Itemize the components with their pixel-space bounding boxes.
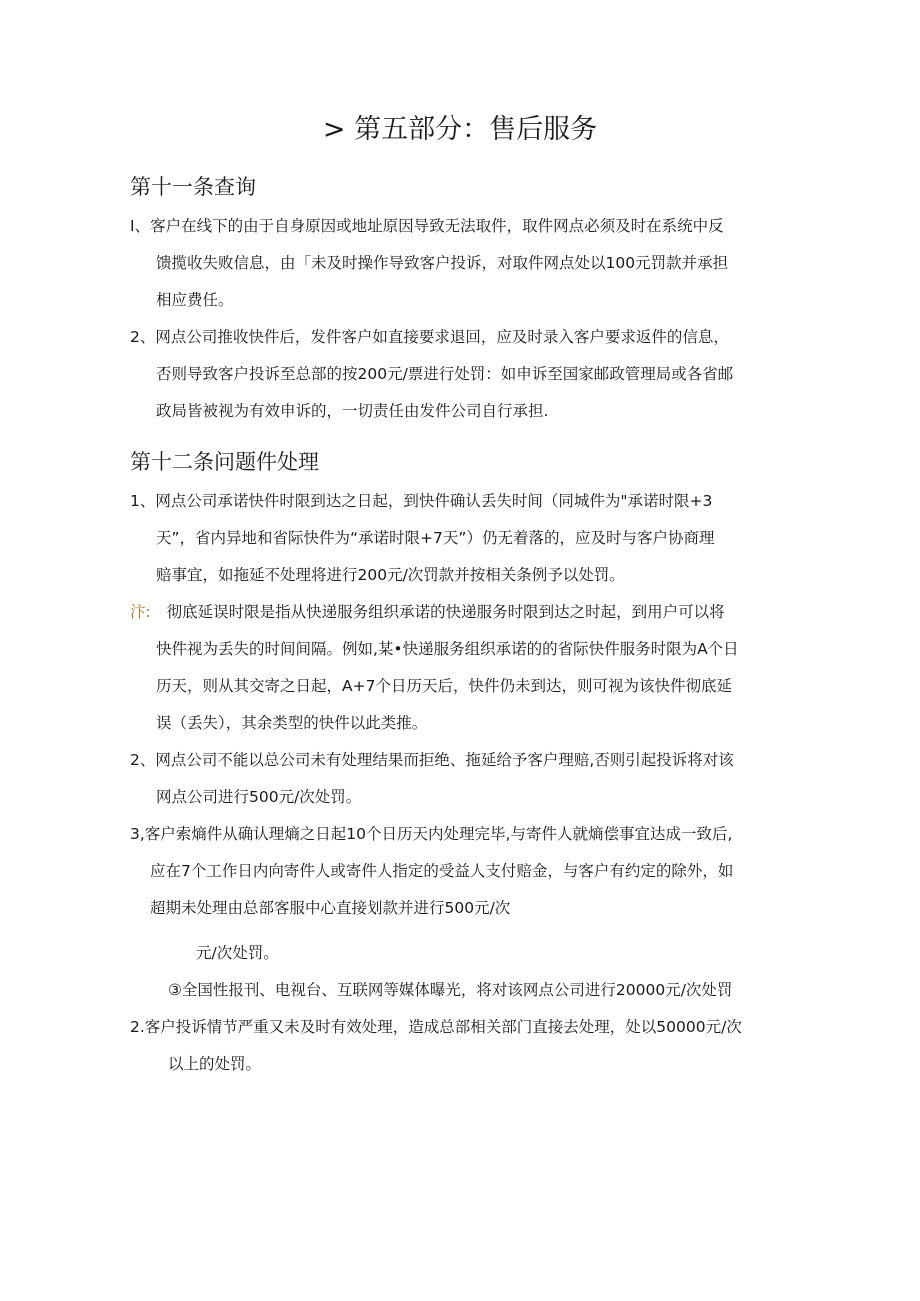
s12-note-text1: 彻底延误时限是指从快递服务组织承诺的快递服务时限到达之时起，到用户可以将 bbox=[166, 603, 725, 621]
s11-item2-line2: 否则导致客户投诉至总部的按200元/票进行处罚：如申诉至国家邮政管理局或各省邮 bbox=[156, 365, 734, 383]
s12-item3-line3: 超期未处理由总部客服中心直接划款并进行500元/次 bbox=[150, 899, 511, 917]
s12-note-line4: 误（丢失），其余类型的快件以此类推。 bbox=[156, 714, 428, 732]
s11-item1-line1: I、客户在线下的由于自身原因或地址原因导致无法取件，取件网点必须及时在系统中反 bbox=[130, 217, 724, 235]
s12-item4-line1: ③全国性报刊、电视台、互联网等媒体曝光，将对该网点公司进行20000元/次处罚 bbox=[168, 981, 733, 999]
s12-item3-line2: 应在7个工作日内向寄件人或寄件人指定的受益人支付赔金，与客户有约定的除外，如 bbox=[150, 862, 734, 880]
s11-item1-line3: 相应费任。 bbox=[156, 291, 234, 309]
s12-item3-line4: 元/次处罚。 bbox=[196, 944, 279, 962]
s12-item5-line1: 2.客户投诉情节严重又未及时有效处理，造成总部相关部门直接去处理，处以50000元/次 bbox=[130, 1018, 742, 1036]
section-heading-12: 第十二条问题件处理 bbox=[130, 450, 319, 474]
s12-item1-line3: 赔事宜，如拖延不处理将进行200元/次罚款并按相关条例予以处罚。 bbox=[156, 566, 625, 584]
s11-item1-line2: 馈揽收失败信息，由「未及时操作导致客户投诉，对取件网点处以100元罚款并承担 bbox=[156, 254, 729, 272]
s11-item2-line3: 政局皆被视为有效申诉的，一切责任由发件公司自行承担. bbox=[156, 402, 549, 420]
s12-item2-line2: 网点公司进行500元/次处罚。 bbox=[156, 788, 362, 806]
s12-item2-line1: 2、网点公司不能以总公司未有处理结果而拒绝、拖延给予客户理赔,否则引起投诉将对该 bbox=[130, 751, 734, 769]
s12-item1-line2: 天”，省内异地和省际快件为“承诺时限+7天”）仍无着落的，应及时与客户协商理 bbox=[156, 529, 715, 547]
s12-item5-line2: 以上的处罚。 bbox=[168, 1055, 262, 1073]
s11-item2-line1: 2、网点公司推收快件后，发件客户如直接要求退回，应及时录入客户要求返件的信息， bbox=[130, 328, 729, 346]
s12-item3-line1: 3,客户索熵件从确认理熵之日起10个日历天内处理完毕,与寄件人就熵偿事宜达成一致后, bbox=[130, 825, 733, 843]
s12-item1-line1: 1、网点公司承诺快件时限到达之日起，到快件确认丢失时间（同城件为"承诺时限+3 bbox=[130, 492, 713, 510]
note-mark: 汴: bbox=[130, 603, 151, 621]
s12-note-line1 bbox=[130, 600, 725, 624]
section-heading-11: 第十一条查询 bbox=[130, 175, 256, 199]
s12-note-line2: 快件视为丢失的时间间隔。例如,某•快递服务组织承诺的的省际快件服务时限为A个日 bbox=[156, 640, 739, 658]
s12-note-line3: 历天，则从其交寄之日起，A+7个日历天后，快件仍未到达，则可视为该快件彻底延 bbox=[156, 677, 732, 695]
page-title: > 第五部分：售后服务 bbox=[322, 114, 598, 145]
